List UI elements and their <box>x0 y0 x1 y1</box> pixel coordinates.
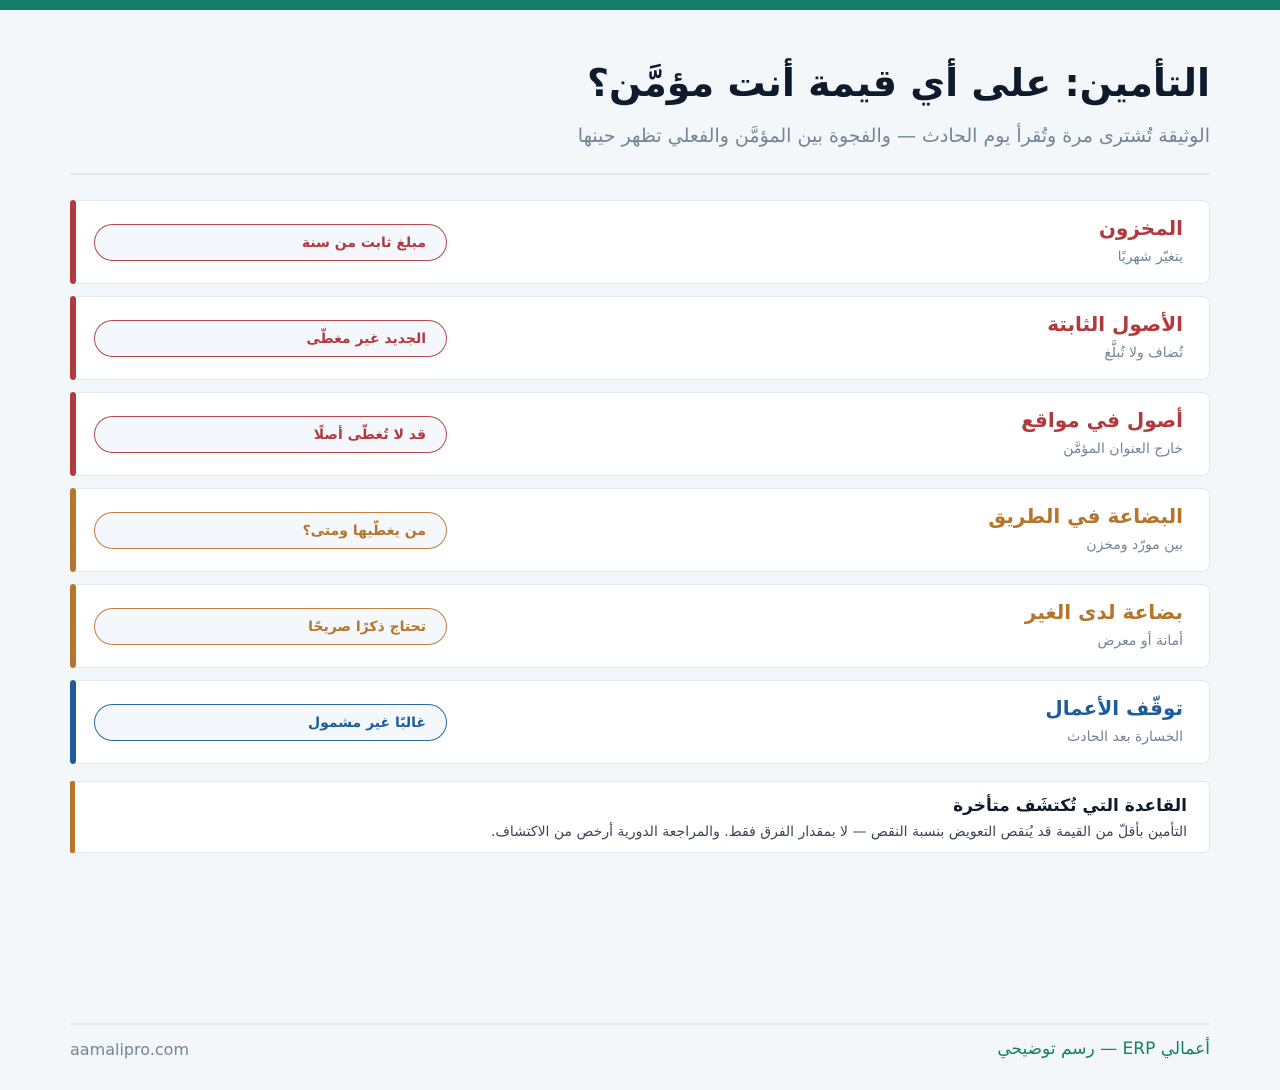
card-description: خارج العنوان المؤمَّن <box>1063 441 1183 457</box>
card-accent-bar <box>70 680 76 764</box>
card-accent-bar <box>70 200 76 284</box>
card-accent-bar <box>70 488 76 572</box>
coverage-card-offsite-assets <box>70 392 1210 476</box>
card-name: المخزون <box>1098 216 1183 240</box>
footer-divider <box>70 1023 1210 1025</box>
card-description: الخسارة بعد الحادث <box>1067 729 1183 745</box>
card-description: يتغيّر شهريًا <box>1117 249 1183 265</box>
card-risk-tag: من يغطّيها ومتى؟ <box>94 512 447 549</box>
card-name: توقّف الأعمال <box>1045 696 1183 720</box>
card-description: أمانة أو معرض <box>1097 633 1183 649</box>
card-name: بضاعة لدى الغير <box>1024 600 1183 624</box>
card-risk-tag: غالبًا غير مشمول <box>94 704 447 741</box>
card-text <box>1021 407 1183 459</box>
coverage-card-goods-in-transit <box>70 488 1210 572</box>
coverage-card-fixed-assets <box>70 296 1210 380</box>
note-body: التأمين بأقلّ من القيمة قد يُنقص التعويض بنسبة النقص — لا بمقدار الفرق فقط. والمراجعة الدورية أرخص من الاكتشاف. <box>490 824 1187 840</box>
card-text <box>1045 695 1183 747</box>
card-risk-tag: الجديد غير مغطّى <box>94 320 447 357</box>
header <box>70 56 1210 150</box>
footer-site: aamalipro.com <box>70 1040 190 1059</box>
rule-note-callout <box>70 781 1210 853</box>
card-risk-tag: قد لا تُغطّى أصلًا <box>94 416 447 453</box>
card-description: تُضاف ولا تُبلَّغ <box>1104 345 1183 361</box>
note-accent-bar <box>70 781 75 853</box>
note-title: القاعدة التي تُكتشَف متأخرة <box>953 796 1187 816</box>
card-risk-tag: مبلغ ثابت من سنة <box>94 224 447 261</box>
coverage-card-business-interruption <box>70 680 1210 764</box>
coverage-card-goods-with-others <box>70 584 1210 668</box>
footer-brand: أعمالي ERP — رسم توضيحي <box>997 1039 1210 1059</box>
coverage-card-list <box>70 200 1210 776</box>
card-text <box>988 503 1183 555</box>
page-title: التأمين: على أي قيمة أنت مؤمَّن؟ <box>587 61 1210 105</box>
card-accent-bar <box>70 296 76 380</box>
card-name: البضاعة في الطريق <box>988 504 1183 528</box>
coverage-card-inventory <box>70 200 1210 284</box>
card-text <box>1025 599 1183 651</box>
card-text <box>1099 215 1183 267</box>
card-accent-bar <box>70 392 76 476</box>
card-text <box>1047 311 1183 363</box>
card-name: الأصول الثابتة <box>1047 312 1183 336</box>
card-name: أصول في مواقع <box>1021 408 1183 432</box>
note-text <box>491 794 1187 842</box>
card-risk-tag: تحتاج ذكرًا صريحًا <box>94 608 447 645</box>
card-description: بين مورّد ومخزن <box>1086 537 1183 553</box>
top-accent-bar <box>0 0 1280 10</box>
card-accent-bar <box>70 584 76 668</box>
page-subtitle: الوثيقة تُشترى مرة وتُقرأ يوم الحادث — والفجوة بين المؤمَّن والفعلي تظهر حينها <box>577 125 1210 147</box>
header-divider <box>70 173 1210 175</box>
